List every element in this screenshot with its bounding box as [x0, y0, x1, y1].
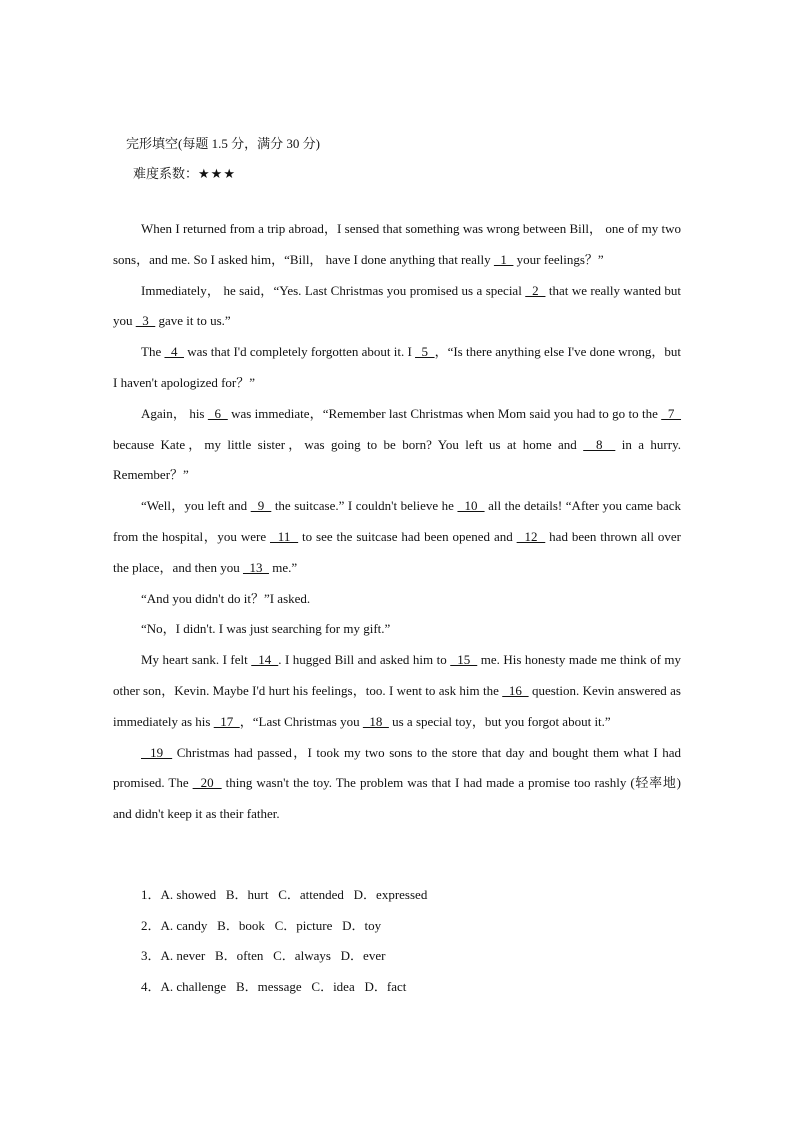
passage-text: Again， his: [141, 405, 208, 421]
passage-paragraph: [113, 584, 681, 615]
answer-blank: 17: [213, 713, 240, 729]
option-line: 4．A. challenge B．message C．idea D．fact: [141, 978, 407, 994]
passage-text: gave it to us.”: [155, 313, 231, 329]
answer-blank: 8: [583, 436, 616, 452]
answer-options: [141, 880, 427, 1002]
answer-blank: 2: [525, 282, 546, 298]
passage-text: question. Kevin answered as immediately as his: [113, 682, 681, 729]
difficulty-rating: [133, 165, 236, 183]
passage-text: the suitcase.” I couldn't believe he: [271, 498, 458, 514]
passage-text: My heart sank. I felt: [141, 652, 252, 668]
option-line: 2．A. candy B．book C．picture D．toy: [141, 917, 382, 933]
passage-text: The: [141, 344, 165, 360]
difficulty-stars: ★★★: [198, 166, 236, 181]
passage-text: “And you didn't do it？”I asked.: [141, 590, 311, 606]
passage-text: When I returned from a trip abroad，I sensed that something was wrong between Bill， one of my two sons，and me. So I asked him，“Bill， have I done anything that really: [113, 221, 681, 267]
answer-blank: 3: [135, 313, 156, 329]
answer-blank: 15: [450, 652, 478, 668]
answer-blank: 19: [141, 744, 173, 760]
answer-blank: 13: [242, 559, 269, 575]
passage-paragraph: [113, 399, 681, 491]
passage-text: was that I'd completely forgotten about it. I: [184, 344, 416, 360]
passage-text: your feelings？”: [513, 251, 604, 267]
passage-text: had been thrown all over the place，and then you: [113, 528, 682, 575]
passage-text: all the details! “After you came back from the hospital，you were: [113, 498, 682, 544]
passage-text: because Kate，my little sister，was going to be born? You left us at home and: [113, 436, 584, 452]
passage-text: in a hurry. Remember？”: [113, 436, 681, 483]
passage-paragraph: [113, 337, 681, 399]
answer-blank: 9: [250, 498, 272, 514]
passage-text: was immediate，“Remember last Christmas when Mom said you had to go to the: [227, 405, 662, 421]
answer-blank: 16: [502, 682, 529, 698]
passage-paragraph: [113, 491, 681, 583]
passage-paragraph: [113, 276, 681, 338]
answer-blank: 5: [415, 344, 435, 360]
section-heading: 完形填空(每题 1.5 分，满分 30 分): [126, 136, 320, 151]
cloze-passage: [113, 214, 681, 830]
passage-text: . I hugged Bill and asked him to: [278, 652, 451, 668]
passage-text: “No，I didn't. I was just searching for my gift.”: [141, 621, 391, 637]
answer-blank: 20: [192, 775, 222, 791]
passage-text: Christmas had passed，I took my two sons to the store that day and bought them what I had promised. The: [113, 744, 681, 791]
passage-text: me. His honesty made me think of my other son，Kevin. Maybe I'd hurt his feelings，too. I went to ask him the: [113, 652, 682, 698]
passage-text: me.”: [268, 559, 298, 575]
passage-text: thing wasn't the toy. The problem was that I had made a promise too rashly (轻率地) and didn't keep it as their father.: [113, 775, 682, 822]
option-line: 3．A. never B．often C．always D．ever: [141, 948, 386, 963]
answer-blank: 10: [457, 498, 485, 514]
passage-paragraph: [113, 738, 681, 830]
answer-blank: 14: [251, 652, 279, 668]
passage-paragraph: [113, 214, 681, 276]
passage-paragraph: [113, 645, 681, 737]
passage-text: us a special toy，but you forgot about it.”: [388, 713, 611, 729]
option-line: 1．A. showed B．hurt C．attended D．expressed: [141, 887, 428, 902]
answer-blank: 4: [164, 344, 184, 360]
passage-text: ，“Last Christmas you: [239, 713, 363, 729]
passage-text: Immediately， he said，“Yes. Last Christmas you promised us a special: [141, 282, 526, 298]
answer-blank: 6: [207, 405, 228, 421]
passage-text: “Well，you left and: [141, 498, 251, 514]
answer-blank: 1: [493, 251, 514, 267]
passage-text: to see the suitcase had been opened and: [298, 528, 517, 544]
passage-text: ，“Is there anything else I've done wrong，but I haven't apologized for？”: [113, 344, 682, 390]
answer-blank: 18: [362, 713, 389, 729]
answer-blank: 7: [661, 405, 682, 421]
answer-blank: 12: [516, 528, 546, 544]
answer-blank: 11: [270, 528, 299, 544]
difficulty-label: 难度系数：: [133, 166, 199, 181]
passage-paragraph: [113, 614, 681, 645]
passage-text: that we really wanted but you: [113, 282, 682, 329]
